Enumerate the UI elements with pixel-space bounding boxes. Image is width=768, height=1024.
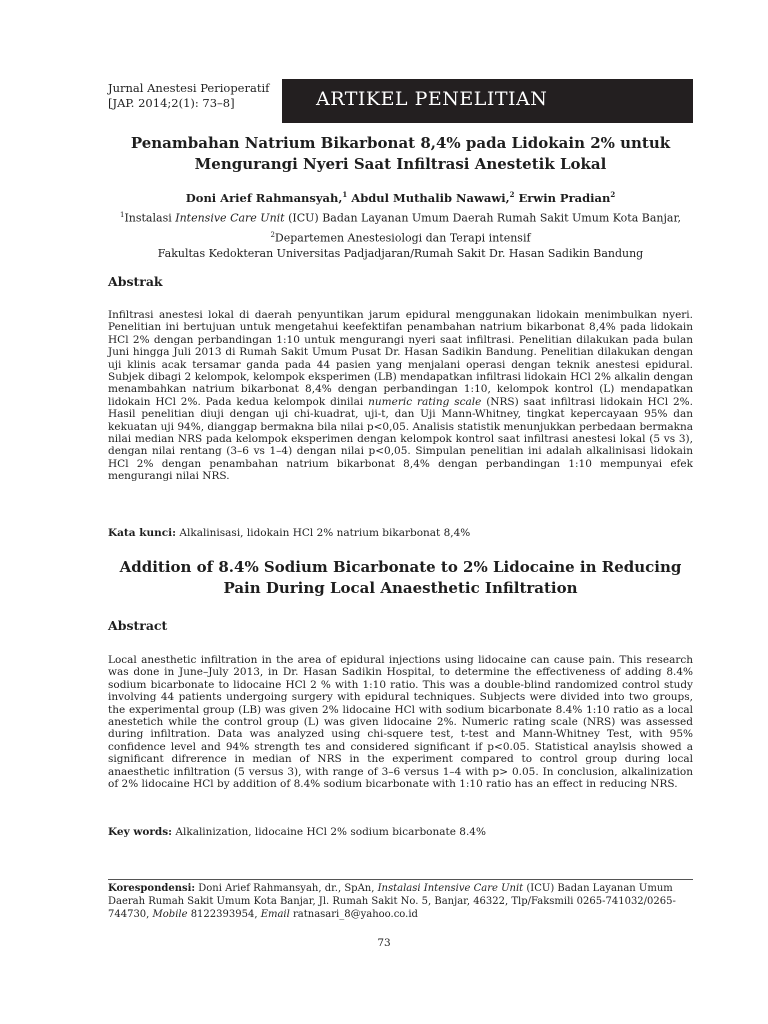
- journal-citation: [JAP. 2014;2(1): 73–8]: [108, 96, 235, 110]
- correspondence-text-2: (ICU) Badan Layanan Umum Daerah Rumah Sakit Umum Kota Banjar, Jl. Rumah Sakit No. 5, Banjar, 46322, Tlp/Faksmili 0265-741032/0265-744730,: [108, 883, 676, 920]
- correspondence-text-1: Doni Arief Rahmansyah, dr., SpAn,: [195, 883, 378, 894]
- kata-kunci-label: Kata kunci:: [108, 527, 177, 539]
- abstrak-text-italic: numeric rating scale: [368, 395, 482, 408]
- affiliation-2-text: Departemen Anestesiologi dan Terapi intensif: [274, 231, 531, 245]
- article-type-banner: [282, 79, 693, 123]
- correspondence-label: Korespondensi:: [108, 883, 196, 894]
- correspondence-italic-3: Email: [260, 909, 290, 920]
- kata-kunci-text: Alkalinisasi, lidokain HCl 2% natrium bikarbonat 8,4%: [176, 527, 471, 539]
- affiliation-1-marker: 1: [119, 211, 125, 219]
- key-words-text: Alkalinization, lidocaine HCl 2% sodium bicarbonate 8.4%: [172, 826, 486, 838]
- affiliations: [108, 207, 693, 262]
- abstrak-text-1: Infiltrasi anestesi lokal di daerah penyuntikan jarum epidural menggunakan lidokain menimbulkan nyeri. Penelitian ini bertujuan untuk mengetahui keefektifan penambahan natrium bikarbonat 8,4% pada lidokain HCl 2% dengan perbandingan 1:10 untuk mengurangi nyeri saat infiltrasi. Penelitian dilakukan pada bulan Juni hingga Juli 2013 di Rumah Sakit Umum Pusat Dr. Hasan Sadikin Bandung. Penelitian dilakukan dengan uji klinis acak tersamar ganda pada 44 pasien yang menjalani operasi dengan teknik anestesi epidural. Subjek dibagi 2 kelompok, kelompok eksperimen (LB) mendapatkan infiltrasi lidokain HCl 2% alkalin dengan menambahkan natrium bikarbonat 8,4% dengan perbandingan 1:10, kelompok kontrol (L) mendapatkan lidokain HCl 2%. Pada kedua kelompok dinilai: [108, 309, 693, 408]
- title-en-line2: Pain During Local Anaesthetic Infiltration: [223, 579, 578, 597]
- correspondence-text-3: 8122393954,: [187, 909, 261, 920]
- author-1-affiliation: 1: [342, 190, 348, 199]
- title-en-line1: Addition of 8.4% Sodium Bicarbonate to 2% Lidocaine in Reducing: [119, 558, 682, 576]
- abstract-body: Local anesthetic infiltration in the area of epidural injections using lidocaine can cause pain. This research was done in June–July 2013, in Dr. Hasan Sadikin Hospital, to determine the effectiveness of adding 8.4% sodium bicarbonate to lidocaine HCl 2 % with 1:10 ratio. This was a double-blind randomized control study involving 44 patients undergoing surgery with epidural techniques. Subjects were divided into two groups, the experimental group (LB) was given 2% lidocaine HCl with sodium bicarbonate 8.4% 1:10 ratio as a local anestetich while the control group (L) was given lidocaine 2%. Numeric rating scale (NRS) was assessed during infiltration. Data was analyzed using chi-squere test, t-test and Mann-Whitney Test, with 95% confidence level and 94% strength tes and considered significant if p<0.05. Statistical anaylsis showed a significant difrerence in median of NRS in the experiment compared to control group during local anaesthetic infiltration (5 versus 3), with range of 3–6 versus 1–4 with p> 0.05. In conclusion, alkalinization of 2% lidocaine HCl by addition of 8.4% sodium bicarbonate with 1:10 ratio has an effect in reducing NRS.: [108, 654, 693, 791]
- article-type-label: ARTIKEL PENELITIAN: [316, 88, 548, 110]
- abstrak-heading: Abstrak: [108, 274, 163, 289]
- title-id-line1: Penambahan Natrium Bikarbonat 8,4% pada Lidokain 2% untuk: [130, 134, 671, 152]
- author-list: [108, 190, 693, 205]
- key-words: [108, 826, 693, 839]
- author-1: Doni Arief Rahmansyah,: [185, 190, 343, 205]
- author-2: Abdul Muthalib Nawawi,: [347, 190, 510, 205]
- author-2-affiliation: 2: [509, 190, 515, 199]
- journal-name: Jurnal Anestesi Perioperatif: [108, 81, 270, 95]
- author-3-affiliation: 2: [610, 190, 616, 199]
- page-number: 73: [377, 937, 391, 949]
- key-words-label: Key words:: [108, 826, 173, 838]
- title-english: [108, 557, 693, 599]
- affiliation-1-post: (ICU) Badan Layanan Umum Daerah Rumah Sakit Umum Kota Banjar,: [284, 211, 682, 225]
- abstrak-text-2: (NRS) saat infiltrasi lidokain HCl 2%. Hasil penelitian diuji dengan uji chi-kuadrat, uji-t, dan Uji Mann-Whitney, tingkat kepercayaan 95% dan kekuatan uji 94%, dianggap bermakna bila nilai p<0,05. Analisis statistik menunjukkan perbedaan bermakna nilai median NRS pada kelompok eksperimen dengan kelompok kontrol saat infiltrasi anestesi lokal (5 vs 3), dengan nilai rentang (3–6 vs 1–4) dengan nilai p<0,05. Simpulan penelitian ini adalah alkalinisasi lidokain HCl 2% dengan penambahan natrium bikarbonat 8,4% dengan perbandingan 1:10 mempunyai efek mengurangi nilai NRS.: [108, 395, 693, 483]
- affiliation-3: Fakultas Kedokteran Universitas Padjadjaran/Rumah Sakit Dr. Hasan Sadikin Bandung: [157, 247, 644, 261]
- title-indonesian: [108, 133, 693, 175]
- kata-kunci: [108, 527, 693, 540]
- affiliation-2: [108, 227, 693, 247]
- affiliation-1: [108, 207, 693, 227]
- correspondence-italic-2: Mobile: [152, 909, 188, 920]
- correspondence-email: ratnasari_8@yahoo.co.id: [289, 909, 418, 920]
- affiliation-1-italic: Intensive Care Unit: [175, 211, 285, 225]
- journal-header: [108, 81, 269, 111]
- affiliation-1-pre: Instalasi: [124, 211, 176, 225]
- abstrak-body: [108, 309, 693, 483]
- title-id-line2: Mengurangi Nyeri Saat Infiltrasi Anestetik Lokal: [194, 155, 607, 173]
- author-3: Erwin Pradian: [514, 190, 611, 205]
- footnote-divider: [108, 879, 693, 880]
- correspondence: [108, 882, 693, 921]
- abstract-heading: Abstract: [108, 618, 168, 633]
- correspondence-italic-1: Instalasi Intensive Care Unit: [377, 883, 524, 894]
- affiliation-2-marker: 2: [270, 230, 275, 239]
